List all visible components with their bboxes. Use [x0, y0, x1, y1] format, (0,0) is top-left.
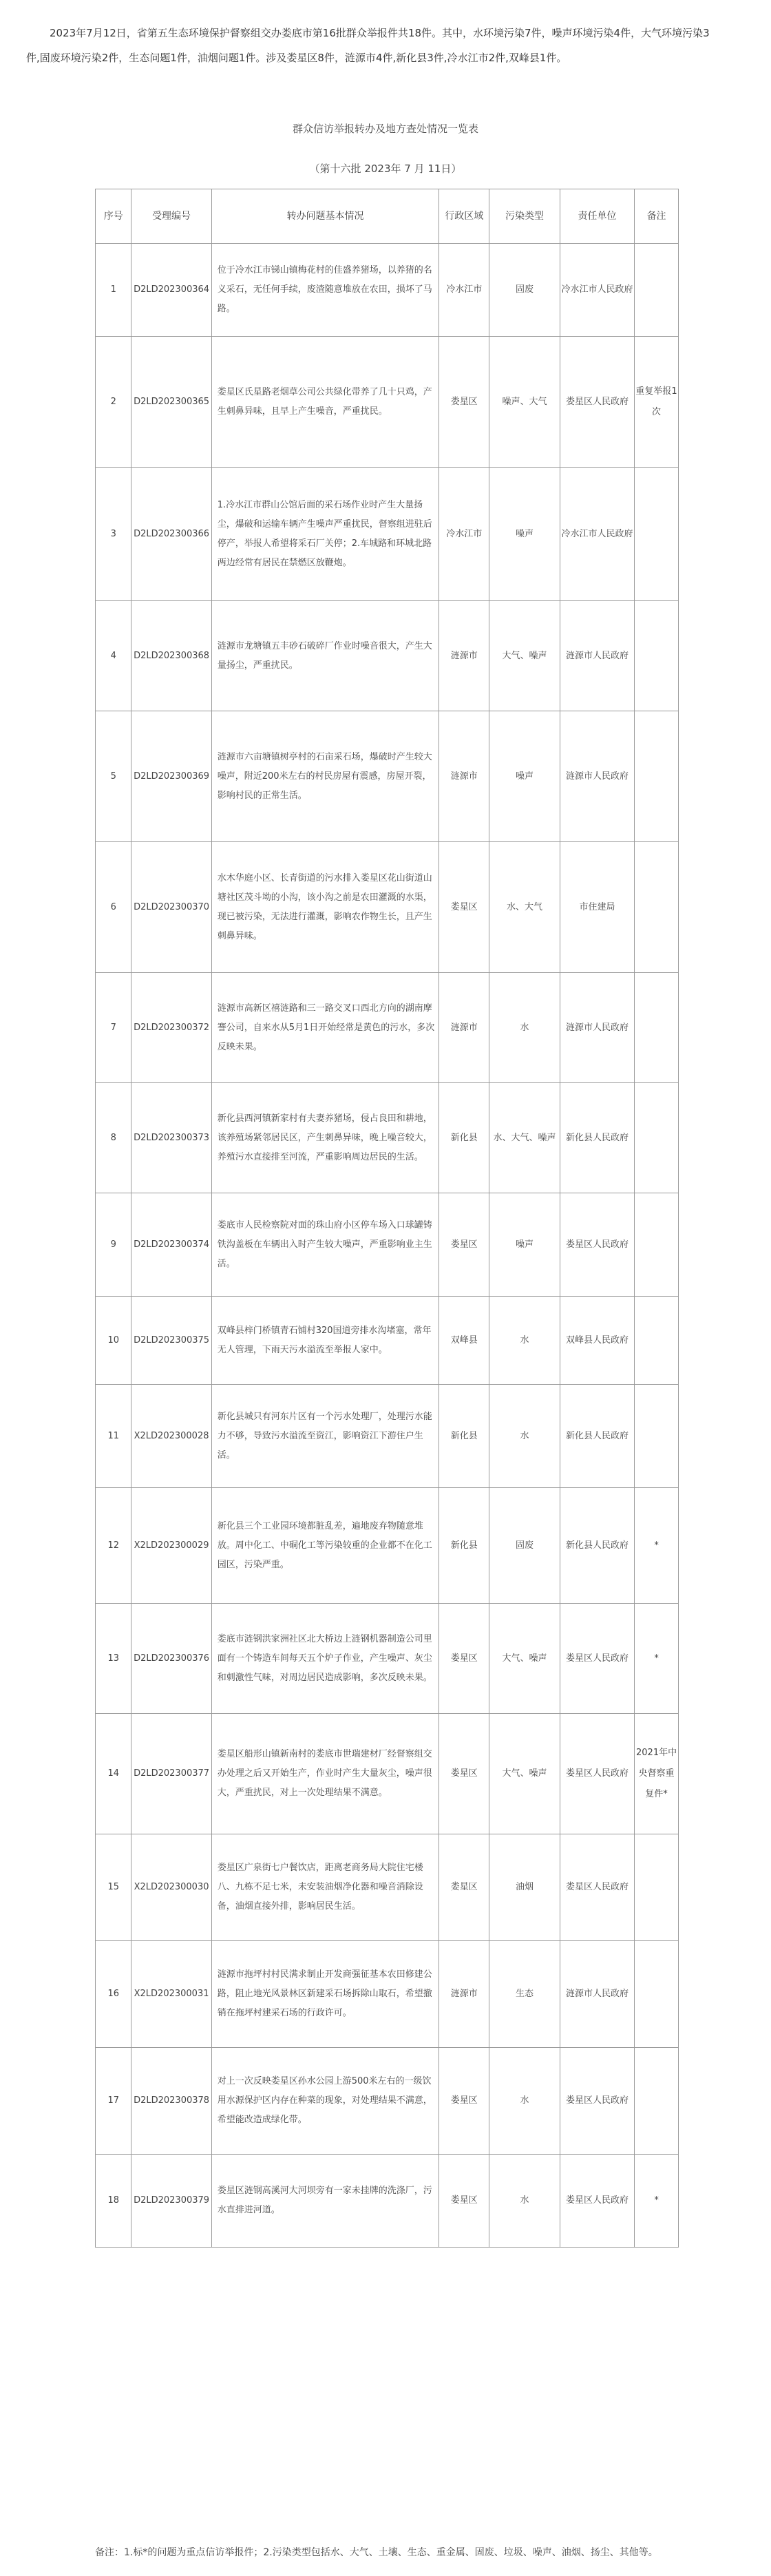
cell-content: 涟源市六亩塘镇树亭村的石亩采石场，爆破时产生较大噪声，附近200米左右的村民房屋有震感，房屋开裂，影响村民的正常生活。	[211, 711, 439, 842]
cell-content: 娄星区涟钢高溪河大河坝旁有一家未挂牌的洗涤厂，污水直排进河道。	[211, 2155, 439, 2248]
table-row	[96, 842, 679, 973]
cell-content: 水木华庭小区、长青街道的污水排入娄星区花山街道山塘社区茂斗坳的小沟，该小沟之前是农田灌溉的水渠，现已被污染，无法进行灌溉，影响农作物生长，且产生刺鼻异味。	[211, 842, 439, 973]
cell-district: 娄星区	[439, 2155, 489, 2248]
cell-seq: 12	[96, 1488, 131, 1604]
cell-pollution: 水	[489, 973, 560, 1083]
cell-note: *	[635, 1488, 679, 1604]
cell-district: 娄星区	[439, 1834, 489, 1941]
cell-district: 涟源市	[439, 711, 489, 842]
cell-seq: 13	[96, 1604, 131, 1714]
cell-unit: 涟源市人民政府	[560, 601, 634, 711]
cell-pollution: 噪声	[489, 468, 560, 601]
table-row	[96, 973, 679, 1083]
cell-district: 涟源市	[439, 1941, 489, 2048]
cell-unit: 娄星区人民政府	[560, 1193, 634, 1297]
cell-seq: 6	[96, 842, 131, 973]
cell-district: 娄星区	[439, 1604, 489, 1714]
cell-code: D2LD202300375	[131, 1297, 211, 1385]
cell-unit: 冷水江市人民政府	[560, 244, 634, 337]
cell-pollution: 油烟	[489, 1834, 560, 1941]
table-row	[96, 2048, 679, 2155]
cell-seq: 10	[96, 1297, 131, 1385]
cell-unit: 娄星区人民政府	[560, 2155, 634, 2248]
cell-pollution: 水、大气	[489, 842, 560, 973]
table-title: 群众信访举报转办及地方查处情况一览表	[292, 123, 478, 135]
cell-code: D2LD202300364	[131, 244, 211, 337]
cell-pollution: 水	[489, 1297, 560, 1385]
cell-seq: 5	[96, 711, 131, 842]
cell-code: D2LD202300376	[131, 1604, 211, 1714]
table-row	[96, 1083, 679, 1193]
cell-pollution: 水	[489, 2155, 560, 2248]
cell-note	[635, 2048, 679, 2155]
cell-note	[635, 1297, 679, 1385]
table-row	[96, 1297, 679, 1385]
cell-note	[635, 1385, 679, 1488]
cell-note: 重复举报1次	[635, 337, 679, 468]
cell-note: *	[635, 2155, 679, 2248]
cell-code: X2LD202300028	[131, 1385, 211, 1488]
cell-note	[635, 711, 679, 842]
cell-content: 位于冷水江市锑山镇梅花村的佳盛养猪场，以养猪的名义采石，无任何手续，废渣随意堆放在农田，损坏了马路。	[211, 244, 439, 337]
cell-code: D2LD202300365	[131, 337, 211, 468]
cell-code: D2LD202300369	[131, 711, 211, 842]
cell-pollution: 固废	[489, 244, 560, 337]
cell-content: 对上一次反映娄星区孙水公园上游500米左右的一级饮用水源保护区内存在种菜的现象，对处理结果不满意，希望能改造成绿化带。	[211, 2048, 439, 2155]
cell-unit: 新化县人民政府	[560, 1083, 634, 1193]
cell-district: 冷水江市	[439, 468, 489, 601]
cell-content: 娄底市人民检察院对面的珠山府小区停车场入口球罐铸铁沟盖板在车辆出入时产生较大噪声，严重影响业主生活。	[211, 1193, 439, 1297]
cell-code: D2LD202300368	[131, 601, 211, 711]
intro-paragraph	[26, 21, 771, 70]
header-pollution: 污染类型	[489, 189, 560, 244]
cell-district: 冷水江市	[439, 244, 489, 337]
cell-content: 新化县三个工业园环境都脏乱差，遍地废弃物随意堆放。周中化工、中硐化工等污染较重的企业都不在化工园区，污染严重。	[211, 1488, 439, 1604]
cell-code: D2LD202300374	[131, 1193, 211, 1297]
cell-pollution: 水、大气、噪声	[489, 1083, 560, 1193]
cell-seq: 15	[96, 1834, 131, 1941]
cell-seq: 18	[96, 2155, 131, 2248]
cell-unit: 新化县人民政府	[560, 1488, 634, 1604]
table-header-row	[96, 189, 679, 244]
cell-pollution: 水	[489, 2048, 560, 2155]
cell-content: 双峰县梓门桥镇青石铺村320国道旁排水沟堵塞，常年无人管理，下雨天污水溢流至举报人家中。	[211, 1297, 439, 1385]
cell-code: D2LD202300379	[131, 2155, 211, 2248]
table-row	[96, 1385, 679, 1488]
footnote: 备注：1.标*的问题为重点信访举报件；2.污染类型包括水、大气、土壤、生态、重金属、固废、垃圾、噪声、油烟、扬尘、其他等。	[95, 2547, 658, 2558]
cell-note	[635, 244, 679, 337]
cell-note	[635, 1941, 679, 2048]
header-unit: 责任单位	[560, 189, 634, 244]
cell-note	[635, 842, 679, 973]
cell-district: 涟源市	[439, 973, 489, 1083]
cell-unit: 娄星区人民政府	[560, 2048, 634, 2155]
header-note: 备注	[635, 189, 679, 244]
table-row	[96, 1488, 679, 1604]
cell-unit: 娄星区人民政府	[560, 1714, 634, 1834]
cell-seq: 14	[96, 1714, 131, 1834]
header-code: 受理编号	[131, 189, 211, 244]
cell-code: X2LD202300031	[131, 1941, 211, 2048]
cell-seq: 3	[96, 468, 131, 601]
cell-code: X2LD202300030	[131, 1834, 211, 1941]
intro-line-2: 件,固废环境污染2件，生态问题1件，油烟问题1件。涉及娄星区8件，涟源市4件,新化县3件,冷水江市2件,双峰县1件。	[26, 52, 567, 64]
table-row	[96, 2155, 679, 2248]
cell-code: D2LD202300378	[131, 2048, 211, 2155]
cell-note	[635, 601, 679, 711]
cell-code: D2LD202300373	[131, 1083, 211, 1193]
cell-district: 新化县	[439, 1488, 489, 1604]
table-row	[96, 244, 679, 337]
cell-seq: 4	[96, 601, 131, 711]
cell-note	[635, 1193, 679, 1297]
cell-content: 涟源市高新区禧涟路和三一路交叉口西北方向的湖南摩謇公司，自来水从5月1日开始经常是黄色的污水，多次反映未果。	[211, 973, 439, 1083]
cell-unit: 新化县人民政府	[560, 1385, 634, 1488]
cell-note: *	[635, 1604, 679, 1714]
cell-district: 涟源市	[439, 601, 489, 711]
cell-content: 1.冷水江市群山公馆后面的采石场作业时产生大量扬尘，爆破和运输车辆产生噪声严重扰民，督察组进驻后停产，举报人希望将采石厂关停；2.车城路和环城北路两边经常有居民在禁燃区放鞭炮。	[211, 468, 439, 601]
table-row	[96, 1604, 679, 1714]
cell-district: 娄星区	[439, 1193, 489, 1297]
header-content: 转办问题基本情况	[211, 189, 439, 244]
cell-district: 娄星区	[439, 842, 489, 973]
cell-seq: 17	[96, 2048, 131, 2155]
cell-content: 娄星区广泉街七户餐饮店，距离老商务局大院住宅楼八、九栋不足七米，未安装油烟净化器和噪音消除设备，油烟直接外排，影响居民生活。	[211, 1834, 439, 1941]
cell-pollution: 噪声、大气	[489, 337, 560, 468]
cell-pollution: 水	[489, 1385, 560, 1488]
table-subtitle: （第十六批 2023年 7 月 11日）	[309, 163, 462, 175]
cell-pollution: 固废	[489, 1488, 560, 1604]
cell-unit: 市住建局	[560, 842, 634, 973]
table-body	[96, 244, 679, 2248]
cell-seq: 1	[96, 244, 131, 337]
cell-code: D2LD202300372	[131, 973, 211, 1083]
table-row	[96, 468, 679, 601]
table-row	[96, 1714, 679, 1834]
cell-code: D2LD202300370	[131, 842, 211, 973]
cell-seq: 11	[96, 1385, 131, 1488]
cell-pollution: 大气、噪声	[489, 1714, 560, 1834]
table-row	[96, 1941, 679, 2048]
cell-district: 娄星区	[439, 2048, 489, 2155]
cell-pollution: 生态	[489, 1941, 560, 2048]
cell-content: 娄星区船形山镇新南村的娄底市世瑞建材厂经督察组交办处理之后又开始生产，作业时产生大量灰尘，噪声很大，严重扰民，对上一次处理结果不满意。	[211, 1714, 439, 1834]
table-row	[96, 601, 679, 711]
cell-district: 新化县	[439, 1385, 489, 1488]
cell-content: 娄底市涟钢洪家洲社区北大桥边上涟钢机器制造公司里面有一个铸造车间每天五个炉子作业，产生噪声、灰尘和刺激性气味，对周边居民造成影响，多次反映未果。	[211, 1604, 439, 1714]
cell-unit: 涟源市人民政府	[560, 973, 634, 1083]
cell-code: X2LD202300029	[131, 1488, 211, 1604]
cell-unit: 涟源市人民政府	[560, 1941, 634, 2048]
table-row	[96, 1193, 679, 1297]
intro-line-1: 2023年7月12日，省第五生态环境保护督察组交办娄底市第16批群众举报件共18件。其中，水环境污染7件，噪声环境污染4件，大气环境污染3	[50, 27, 710, 39]
cell-code: D2LD202300366	[131, 468, 211, 601]
cell-unit: 娄星区人民政府	[560, 337, 634, 468]
cell-note	[635, 1083, 679, 1193]
cell-pollution: 噪声	[489, 711, 560, 842]
header-seq: 序号	[96, 189, 131, 244]
cell-note	[635, 973, 679, 1083]
table-row	[96, 337, 679, 468]
cell-note: 2021年中央督察重复件*	[635, 1714, 679, 1834]
header-district: 行政区域	[439, 189, 489, 244]
cell-content: 娄星区氏星路老烟草公司公共绿化带养了几十只鸡，产生刺鼻异味，且早上产生噪音，严重扰民。	[211, 337, 439, 468]
table-row	[96, 1834, 679, 1941]
cell-unit: 娄星区人民政府	[560, 1834, 634, 1941]
cell-district: 新化县	[439, 1083, 489, 1193]
cell-unit: 涟源市人民政府	[560, 711, 634, 842]
cell-seq: 16	[96, 1941, 131, 2048]
cell-district: 娄星区	[439, 1714, 489, 1834]
table-row	[96, 711, 679, 842]
cell-content: 涟源市龙塘镇五丰砂石破碎厂作业时噪音很大，产生大量扬尘，严重扰民。	[211, 601, 439, 711]
cell-district: 娄星区	[439, 337, 489, 468]
cell-seq: 8	[96, 1083, 131, 1193]
cell-unit: 娄星区人民政府	[560, 1604, 634, 1714]
cell-note	[635, 468, 679, 601]
cell-pollution: 噪声	[489, 1193, 560, 1297]
cell-district: 双峰县	[439, 1297, 489, 1385]
cell-seq: 7	[96, 973, 131, 1083]
cell-unit: 冷水江市人民政府	[560, 468, 634, 601]
cell-seq: 9	[96, 1193, 131, 1297]
cell-seq: 2	[96, 337, 131, 468]
cell-content: 新化县西河镇新家村有夫妻养猪场，侵占良田和耕地，该养殖场紧邻居民区，产生刺鼻异味，晚上噪音较大，养殖污水直接排至河流，严重影响周边居民的生活。	[211, 1083, 439, 1193]
cell-note	[635, 1834, 679, 1941]
cell-content: 涟源市拖坪村村民满求制止开发商强征基本农田修建公路，阻止地光风景林区新建采石场拆除山取石，希望撤销在拖坪村建采石场的行政许可。	[211, 1941, 439, 2048]
cell-pollution: 大气、噪声	[489, 601, 560, 711]
cell-pollution: 大气、噪声	[489, 1604, 560, 1714]
cell-unit: 双峰县人民政府	[560, 1297, 634, 1385]
cell-content: 新化县城只有河东片区有一个污水处理厂，处理污水能力不够，导致污水溢流至资江，影响资江下游住户生活。	[211, 1385, 439, 1488]
complaints-table	[95, 189, 679, 2248]
cell-code: D2LD202300377	[131, 1714, 211, 1834]
